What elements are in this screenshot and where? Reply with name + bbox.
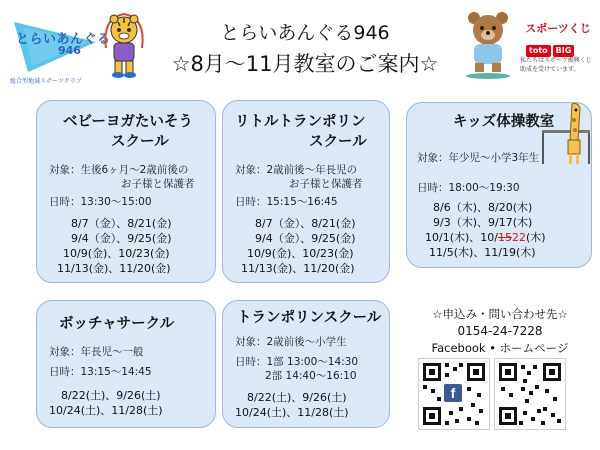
date-line: 8/22(土)、9/26(土) — [61, 389, 161, 402]
time-line: 日時：18:00〜19:30 — [417, 182, 520, 194]
target-line: 対象：年少児〜小学3年生 — [417, 152, 540, 164]
time-line: 日時：15:15〜16:45 — [235, 196, 338, 208]
date-line: 10/9(金)、10/23(金) — [63, 247, 170, 260]
logo-number: 946 — [58, 44, 81, 57]
card-title-line1: リトルトランポリン — [235, 114, 366, 130]
date-line: 8/7（金）、8/21(金) — [71, 217, 172, 230]
date-line: 9/3（木)、9/17(木) — [433, 216, 533, 229]
date-line: 9/4（金）、9/25(金) — [255, 232, 356, 245]
contact-phone: 0154-24-7228 — [457, 324, 543, 338]
card-title: ボッチャサークル — [59, 316, 175, 332]
sponsor-badges — [526, 38, 590, 55]
time-line-part2: 2部 14:40〜16:10 — [265, 370, 357, 382]
date-line-changed — [425, 231, 546, 245]
target-line1: 対象：2歳前後〜年長児の — [235, 164, 358, 176]
card-title-line1: ベビーヨガたいそう — [63, 114, 193, 130]
date-line: 11/13(金)、11/20(金) — [57, 262, 171, 275]
big-badge: BIG — [553, 45, 575, 57]
card-trampoline — [222, 300, 390, 428]
date-line: 8/6（木)、8/20(木) — [433, 201, 533, 214]
date-line: 11/5(木)、11/19(木) — [429, 246, 536, 259]
date-line: 10/24(土)、11/28(土) — [49, 404, 163, 417]
card-title: キッズ体操教室 — [453, 114, 555, 130]
target-line2: お子様と保護者 — [121, 178, 195, 190]
bear-mascot-icon — [462, 10, 514, 80]
facebook-icon: f — [444, 384, 462, 402]
card-title: トランポリンスクール — [237, 310, 382, 326]
target-line: 対象：2歳前後〜小学生 — [235, 336, 347, 348]
target-line: 対象：年長児〜一般 — [49, 346, 144, 358]
card-title-line2: スクール — [309, 134, 367, 150]
club-logo — [10, 18, 100, 76]
logo-text: とらいあんぐる — [16, 32, 111, 47]
page-title-line2: ☆8月〜11月教室のご案内☆ — [171, 52, 439, 76]
homepage-qr-code[interactable] — [494, 358, 566, 430]
giraffe-mascot-icon — [538, 100, 596, 166]
date-line: 10/9(金)、10/23(金) — [247, 247, 354, 260]
card-title-line2: スクール — [111, 134, 169, 150]
time-line: 日時：13:15〜14:45 — [49, 366, 152, 378]
date-struck: 15 — [498, 231, 512, 244]
target-line2: お子様と保護者 — [289, 178, 363, 190]
date-suffix: (木) — [526, 231, 546, 244]
toto-badge: toto — [526, 45, 551, 57]
sponsor-note: 私たちはスポーツ振興くじ助成を受けています。 — [520, 57, 592, 73]
target-line1: 対象：生後6ヶ月〜2歳前後の — [49, 164, 189, 176]
card-boccia — [36, 300, 216, 428]
date-line: 8/22(土)、9/26(土) — [247, 391, 347, 404]
time-line: 日時：13:30〜15:00 — [49, 196, 152, 208]
time-line-part1: 日時：1部 13:00〜14:30 — [235, 356, 359, 368]
date-line: 10/24(土)、11/28(土) — [235, 406, 349, 419]
contact-heading: ☆申込み・問い合わせ先☆ — [432, 307, 568, 321]
date-line: 8/7（金）、8/21(金) — [255, 217, 356, 230]
card-little-trampoline — [222, 100, 390, 283]
date-line: 9/4（金）、9/25(金) — [71, 232, 172, 245]
logo-subtitle: 総合型地域スポーツクラブ — [10, 78, 82, 85]
sponsor-title: スポーツくじ — [525, 22, 591, 35]
page-title-line1: とらいあんぐる946 — [220, 22, 390, 44]
card-baby-yoga — [36, 100, 216, 283]
tiger-mascot-icon — [100, 8, 148, 80]
date-line: 11/13(金)、11/20(金) — [241, 262, 355, 275]
contact-links[interactable]: Facebook • ホームページ — [431, 341, 569, 355]
date-new: 22 — [512, 231, 526, 244]
date-prefix: 10/1(木)、10/ — [425, 231, 498, 244]
